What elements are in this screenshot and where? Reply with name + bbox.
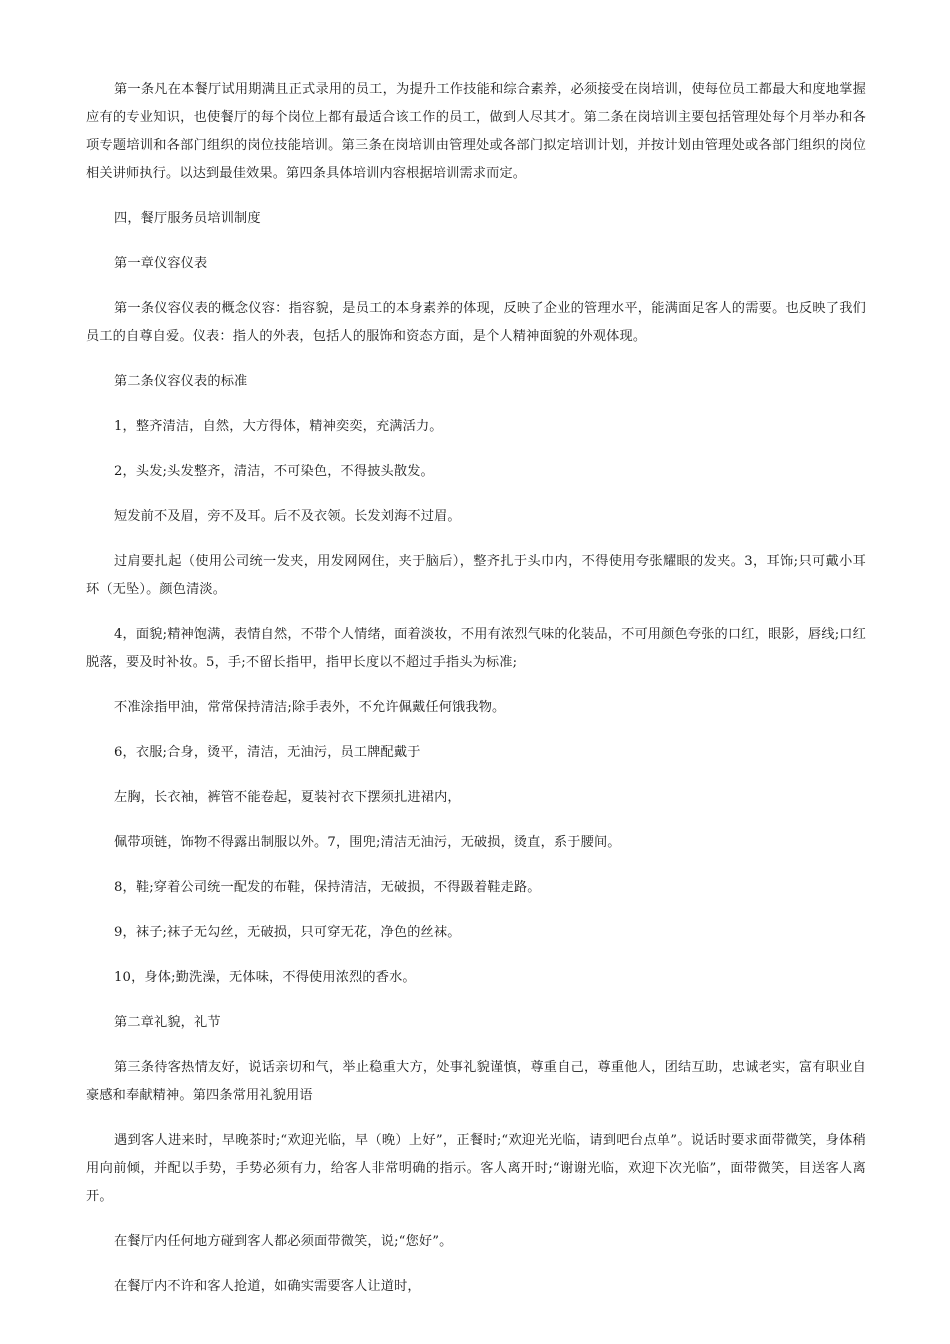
list-item-shoes: 8，鞋;穿着公司统一配发的布鞋，保持清洁，无破损，不得趿着鞋走路。 bbox=[114, 880, 541, 895]
article-heading-appearance-standard: 第二条仪容仪表的标准 bbox=[114, 374, 248, 389]
paragraph-hospitality: 第三条待客热情友好，说话亲切和气，举止稳重大方，处事礼貌谨慎，尊重自己，尊重他人，团结互助，忠诚老实，富有职业自豪感和奉献精神。第四条常用礼貌用语 bbox=[86, 1060, 866, 1103]
chapter-heading-etiquette: 第二章礼貌，礼节 bbox=[114, 1015, 221, 1030]
section-heading-waiter-training: 四，餐厅服务员培训制度 bbox=[114, 211, 261, 226]
paragraph-necklace-apron: 佩带项链，饰物不得露出制服以外。7，围兜;清洁无油污，无破损，烫直，系于腰间。 bbox=[114, 835, 621, 850]
paragraph-onboarding-training: 第一条凡在本餐厅试用期满且正式录用的员工，为提升工作技能和综合素养，必须接受在岗培训，使每位员工都最大和度地掌握应有的专业知识，也使餐厅的每个岗位上都有最适合该工作的员工，做到人尽其才。第二条在岗培训主要包括管理处每个月举办和各项专题培训和各部门组织的岗位技能培训。第三条在岗培训由管理处或各部门拟定培训计划，并按计划由管理处或各部门组织的岗位相关讲师执行。以达到最佳效果。第四条具体培训内容根据培训需求而定。 bbox=[86, 82, 866, 181]
paragraph-clothing-details: 左胸，长衣袖，裤管不能卷起，夏装衬衣下摆须扎进裙内， bbox=[114, 790, 461, 805]
paragraph-appearance-concept: 第一条仪容仪表的概念仪容：指容貌，是员工的本身素养的体现，反映了企业的管理水平，能满面足客人的需要。也反映了我们员工的自尊自爱。仪表：指人的外表，包括人的服饰和资态方面，是个人精神面貌的外观体现。 bbox=[86, 301, 866, 344]
paragraph-nails-accessories: 不准涂指甲油，常常保持清洁;除手表外，不允许佩戴任何饿我物。 bbox=[114, 700, 506, 715]
list-item-neatness: 1，整齐清洁，自然，大方得体，精神奕奕，充满活力。 bbox=[114, 419, 443, 434]
list-item-socks: 9，袜子;袜子无勾丝，无破损，只可穿无花，净色的丝袜。 bbox=[114, 925, 461, 940]
list-item-body: 10，身体;勤洗澡，无体味，不得使用浓烈的香水。 bbox=[114, 970, 416, 985]
list-item-hair: 2，头发;头发整齐，清洁，不可染色，不得披头散发。 bbox=[114, 464, 434, 479]
paragraph-short-hair: 短发前不及眉，旁不及耳。后不及衣领。长发刘海不过眉。 bbox=[114, 509, 461, 524]
paragraph-right-of-way: 在餐厅内不许和客人抢道，如确实需要客人让道时， bbox=[114, 1279, 421, 1294]
document-page bbox=[86, 76, 866, 1318]
paragraph-greetings: 遇到客人进来时，早晚茶时;“欢迎光临，早（晚）上好”，正餐时;“欢迎光光临，请到吧台点单”。说话时要求面带微笑，身体稍用向前倾，并配以手势，手势必须有力，给客人非常明确的指示。客人离开时;“谢谢光临，欢迎下次光临”，面带微笑，目送客人离开。 bbox=[86, 1133, 866, 1204]
list-item-clothing: 6，衣服;合身，烫平，清洁，无油污，员工牌配戴于 bbox=[114, 745, 421, 760]
paragraph-smile-greeting: 在餐厅内任何地方碰到客人都必须面带微笑，说;“您好”。 bbox=[114, 1234, 453, 1249]
paragraph-long-hair-earrings: 过肩要扎起（使用公司统一发夹，用发网网住，夹于脑后），整齐扎于头巾内，不得使用夸张耀眼的发夹。3，耳饰;只可戴小耳环（无坠）。颜色清淡。 bbox=[86, 554, 866, 597]
list-item-face-hands: 4，面貌;精神饱满，表情自然，不带个人情绪，面着淡妆，不用有浓烈气味的化装品，不可用颜色夸张的口红，眼影，唇线;口红脱落，要及时补妆。5，手;不留长指甲，指甲长度以不超过手指头为标准; bbox=[86, 627, 866, 670]
chapter-heading-appearance: 第一章仪容仪表 bbox=[114, 256, 208, 271]
